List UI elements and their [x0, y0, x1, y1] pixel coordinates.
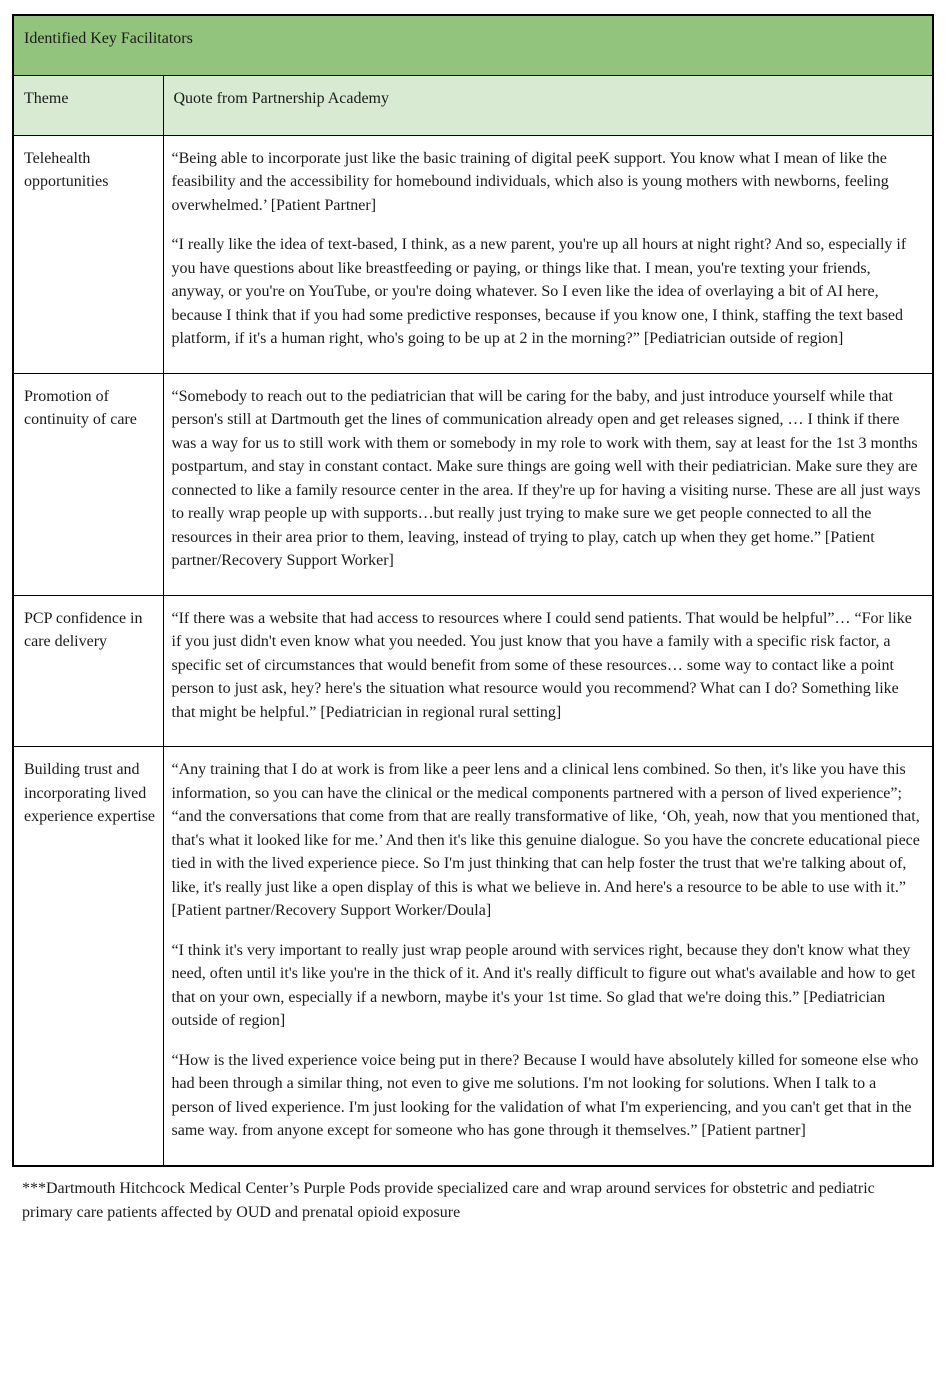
theme-cell: Promotion of continuity of care — [13, 373, 163, 595]
quote-paragraph: “Somebody to reach out to the pediatrician that will be caring for the baby, and just introduce yourself while that person's still at Dartmouth get the lines of communication already open and get releases signed, … I think if there was a way for us to still work with them or somebody in my role to work with them, say at least for the 1st 3 months postpartum, and stay in constant contact. Make sure things are going well with their pediatrician. Make sure they are connected to like a family resource center in the area. If they're up for having a visiting nurse. These are all just ways to really wrap people up with supports…but really just trying to make sure we get people connected to all the resources in their area prior to them, leaving, instead of trying to play, catch up when they get home.” [Patient partner/Recovery Support Worker] — [171, 387, 921, 569]
footnote: ***Dartmouth Hitchcock Medical Center’s Purple Pods provide specialized care and wrap around services for obstetric and pediatric primary care patients affected by OUD and prenatal opioid exposure — [22, 1179, 875, 1221]
table-row — [13, 595, 933, 747]
quote-cell — [163, 373, 933, 595]
quote-paragraph: “If there was a website that had access to resources where I could send patients. That would be helpful”… “For like if you just didn't even know what you needed. You just know that you have a family with a specific risk factor, a specific set of circumstances that would benefit from some of these resources… some way to contact like a point person to just ask, hey? here's the situation what resource would you recommend? What can I do? Something like that might be helpful.” [Pediatrician in regional rural setting] — [171, 609, 912, 721]
document — [12, 14, 934, 1225]
header-theme: Theme — [13, 75, 163, 135]
table-header-row — [13, 75, 933, 135]
quote-cell — [163, 595, 933, 747]
quote-paragraph: “How is the lived experience voice being put in there? Because I would have absolutely killed for someone else who had been through a similar thing, not even to give me solutions. I'm not looking for solutions. When I talk to a person of lived experience. I'm just looking for the validation of what I'm experiencing, and you can't get that in the same way. from anyone except for someone who has gone through it themselves.” [Patient partner] — [171, 1051, 919, 1139]
theme-cell: Telehealth opportunities — [13, 135, 163, 373]
quote-cell — [163, 747, 933, 1166]
table-row — [13, 373, 933, 595]
quote-paragraph: “Any training that I do at work is from like a peer lens and a clinical lens combined. So then, it's like you have this information, so you can have the clinical or the medical components partnered with a person of lived experience”; “and the conversations that come from that are really transformative of like, ‘Oh, yeah, now that you mentioned that, that's what it looked like for me.’ And then it's like this genuine dialogue. So you have the concrete educational piece tied in with the lived experience piece. So I'm just thinking that can help foster the trust that we're talking about of, like, it's really just like a open display of this is what we believe in. And here's a resource to be able to use with it.” [Patient partner/Recovery Support Worker/Doula] — [171, 761, 920, 919]
header-quote: Quote from Partnership Academy — [163, 75, 933, 135]
quote-cell — [163, 135, 933, 373]
facilitators-table — [12, 14, 934, 1167]
theme-cell: Building trust and incorporating lived experience expertise — [13, 747, 163, 1166]
table-title: Identified Key Facilitators — [13, 15, 933, 75]
table-row — [13, 747, 933, 1166]
table-title-row — [13, 15, 933, 75]
theme-cell: PCP confidence in care delivery — [13, 595, 163, 747]
quote-paragraph: “Being able to incorporate just like the basic training of digital peeK support. You know what I mean of like the feasibility and the accessibility for homebound individuals, which also is young mothers with newborns, feeling overwhelmed.’ [Patient Partner] — [171, 149, 889, 214]
quote-paragraph: “I really like the idea of text-based, I think, as a new parent, you're up all hours at night right? And so, especially if you have questions about like breastfeeding or paying, or things like that. I mean, you're texting your friends, anyway, or you're on YouTube, or you're doing whatever. So I even like the idea of overlaying a bit of AI here, because I think that if you had some predictive responses, because if you know one, I think, staffing the text based platform, if it's a human right, who's going to be up at 2 in the morning?” [Pediatrician outside of region] — [171, 236, 907, 347]
quote-paragraph: “I think it's very important to really just wrap people around with services right, because they don't know what they need, often until it's like you're in the thick of it. And it's really difficult to figure out what's available and how to get that on your own, especially if a newborn, maybe it's your 1st time. So glad that we're doing this.” [Pediatrician outside of region] — [171, 941, 916, 1029]
table-row — [13, 135, 933, 373]
